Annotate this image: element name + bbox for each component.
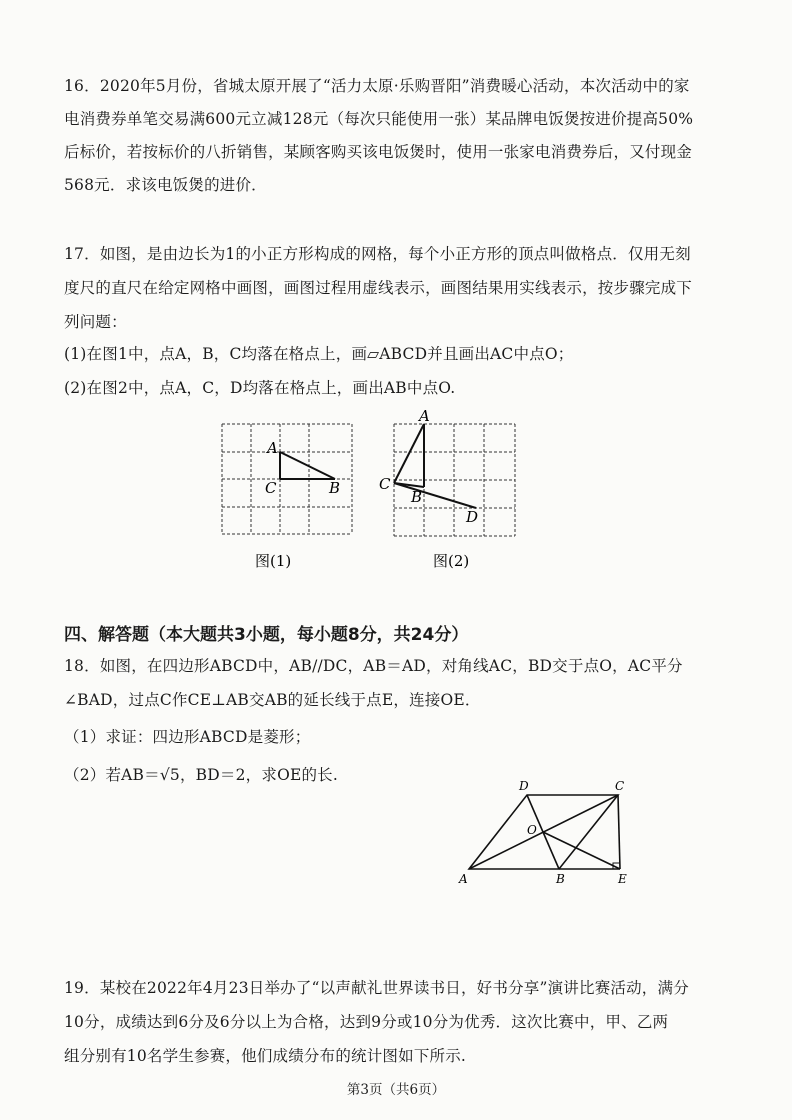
- q18-label-d: D: [519, 779, 529, 793]
- fig2-label-b: B: [411, 488, 423, 506]
- q16-line-4: 568元．求该电饭煲的进价．: [64, 176, 267, 194]
- q19-line-1: 19．某校在2022年4月23日举办了“以声献礼世界读书日，好书分享”演讲比赛活动，满分: [64, 979, 689, 997]
- q18-figure: [455, 775, 640, 890]
- q19-line-3: 组分别有10名学生参赛，他们成绩分布的统计图如下所示.: [64, 1047, 467, 1065]
- q16-line-1: 16．2020年5月份，省城太原开展了“活力太原·乐购晋阳”消费暖心活动，本次活动中的家: [64, 77, 690, 95]
- fig1-caption: 图(1): [255, 552, 292, 570]
- fig2-segment-cd: [394, 483, 476, 508]
- q18-line-1: 18．如图，在四边形ABCD中，AB//DC，AB＝AD，对角线AC，BD交于点O，AC平分: [64, 657, 683, 675]
- fig2-segment-ac: [394, 424, 424, 483]
- q18-part-1: （1）求证：四边形ABCD是菱形；: [64, 728, 311, 746]
- q17-part-1: (1)在图1中，点A，B，C均落在格点上，画▱ABCD并且画出AC中点O；: [64, 345, 574, 363]
- fig2-label-d: D: [466, 508, 479, 526]
- q17-line-1: 17．如图，是由边长为1的小正方形构成的网格，每个小正方形的顶点叫做格点．仅用无刻: [64, 245, 691, 263]
- q18-label-c: C: [615, 779, 625, 793]
- q18-label-a: A: [459, 872, 468, 886]
- q17-figure-1: [205, 410, 365, 575]
- fig1-segment-ab: [280, 452, 335, 479]
- page-number: 第3页（共6页）: [346, 1082, 446, 1098]
- q17-figure-2: [376, 405, 536, 575]
- fig1-label-c: C: [265, 479, 277, 497]
- fig1-label-a: A: [267, 439, 278, 457]
- q18-label-b: B: [556, 872, 565, 886]
- q19-line-2: 10分，成绩达到6分及6分以上为合格，达到9分或10分为优秀．这次比赛中，甲、乙两: [64, 1013, 669, 1031]
- q17-line-2: 度尺的直尺在给定网格中画图，画图过程用虚线表示，画图结果用实线表示，按步骤完成下: [64, 279, 693, 297]
- q18-label-o: O: [527, 823, 537, 837]
- q16-line-3: 后标价，若按标价的八折销售，某顾客购买该电饭煲时，使用一张家电消费券后，又付现金: [64, 143, 693, 161]
- q18-line-2: ∠BAD，过点C作CE⊥AB交AB的延长线于点E，连接OE．: [64, 691, 481, 709]
- fig1-label-b: B: [329, 479, 341, 497]
- fig2-caption: 图(2): [433, 552, 470, 570]
- fig2-label-c: C: [379, 475, 391, 493]
- segment-ce: [618, 795, 620, 869]
- segment-oe: [543, 832, 620, 869]
- q17-line-3: 列问题：: [64, 313, 127, 331]
- section-4-heading: 四、解答题（本大题共3小题，每小题8分，共24分）: [64, 625, 469, 645]
- q18-label-e: E: [618, 872, 627, 886]
- q16-line-2: 电消费券单笔交易满600元立减128元（每次只能使用一张）某品牌电饭煲按进价提高50%: [64, 110, 694, 128]
- fig2-label-a: A: [419, 407, 430, 425]
- q17-part-2: (2)在图2中，点A，C，D均落在格点上，画出AB中点O.: [64, 379, 456, 397]
- q18-part-2: （2）若AB＝√5，BD＝2，求OE的长.: [64, 766, 339, 784]
